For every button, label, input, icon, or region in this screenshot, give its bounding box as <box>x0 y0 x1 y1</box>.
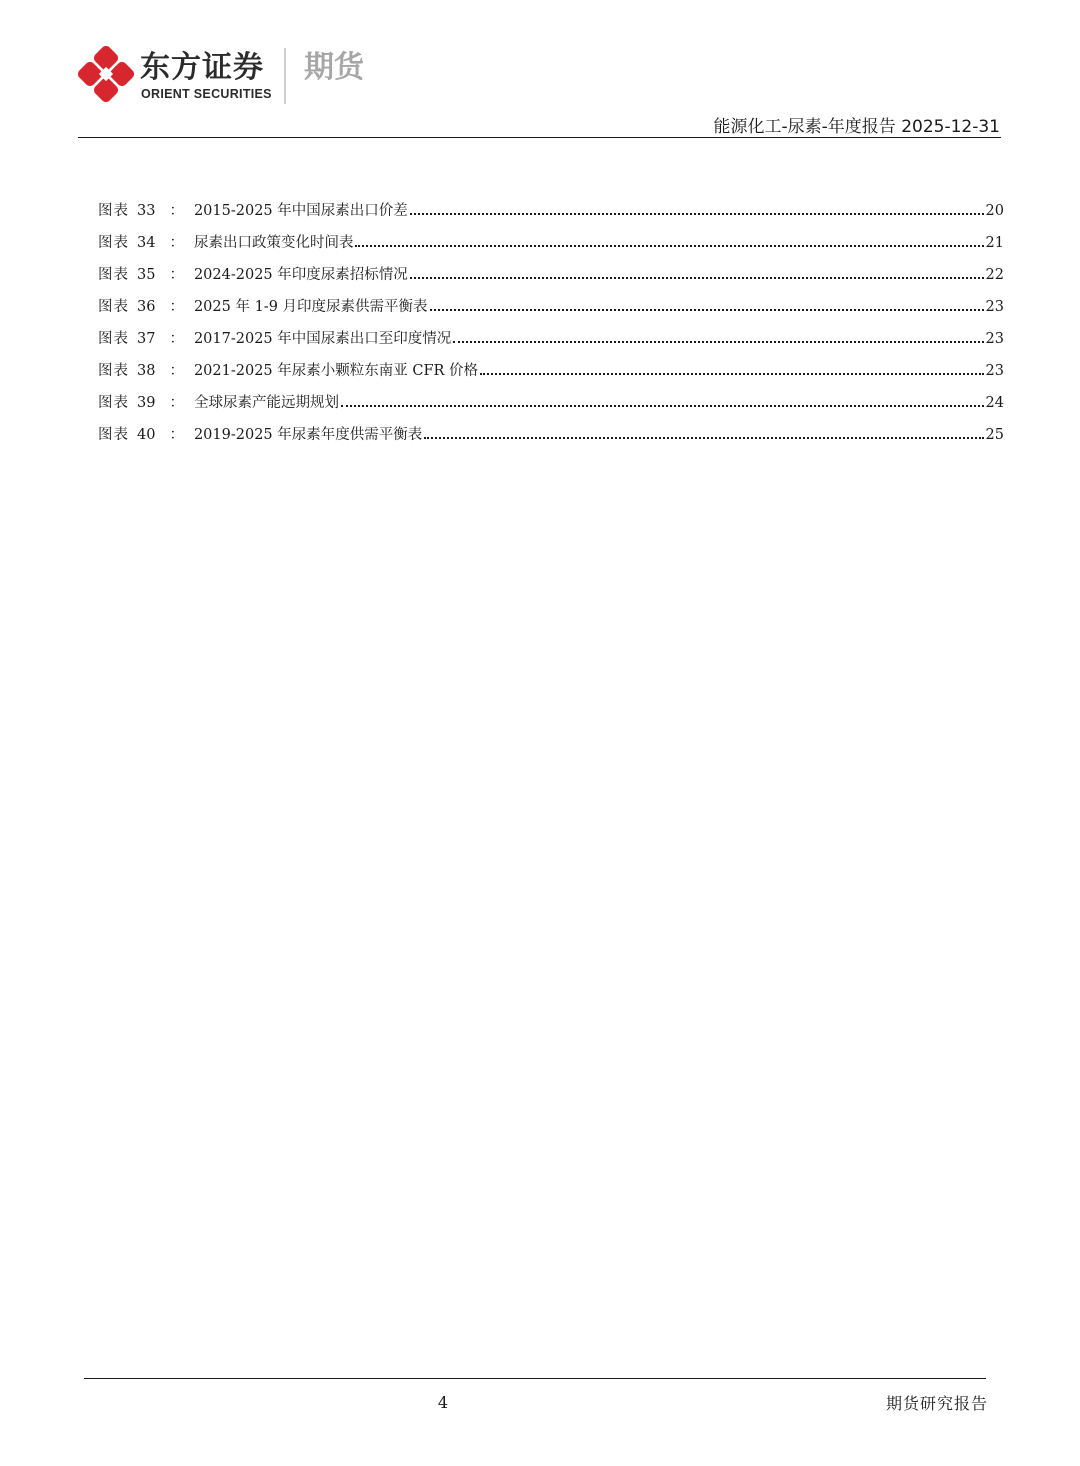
toc-entry[interactable] <box>98 423 1004 455</box>
footer-label: 期货研究报告 <box>885 1394 988 1413</box>
toc-entry-colon: ： <box>169 363 184 379</box>
toc-leader-dots <box>355 244 983 247</box>
footer-rule <box>84 1378 986 1379</box>
toc-entry-title: 2021-2025 年尿素小颗粒东南亚 CFR 价格 <box>193 363 479 379</box>
toc-entry-tag: 图表 <box>98 299 129 315</box>
toc-entry-title: 2025 年 1-9 月印度尿素供需平衡表 <box>193 299 428 315</box>
toc-leader-dots <box>453 340 983 343</box>
toc-entry-page: 23 <box>985 299 1004 315</box>
toc-entry-number: 33 <box>137 203 156 219</box>
page-number: 4 <box>437 1393 449 1412</box>
toc-entry-tag: 图表 <box>98 363 129 379</box>
toc-entry[interactable] <box>98 391 1004 423</box>
toc-entry-tag: 图表 <box>98 427 129 443</box>
brand-name-en: ORIENT SECURITIES <box>141 87 272 101</box>
toc-entry-tag: 图表 <box>98 203 129 219</box>
toc-entry-colon: ： <box>169 267 184 283</box>
toc-entry-title: 2015-2025 年中国尿素出口价差 <box>193 203 408 219</box>
toc-entry-colon: ： <box>169 395 184 411</box>
toc-entry-page: 23 <box>985 331 1004 347</box>
toc-entry-title: 2019-2025 年尿素年度供需平衡表 <box>193 427 423 443</box>
toc-entry-number: 34 <box>137 235 156 251</box>
toc-entry-tag: 图表 <box>98 331 129 347</box>
toc-entry-tag: 图表 <box>98 235 129 251</box>
header-rule <box>78 137 1001 138</box>
toc-entry-page: 20 <box>985 203 1004 219</box>
toc-entry-page: 25 <box>985 427 1004 443</box>
toc-entry-number: 38 <box>137 363 156 379</box>
toc-entry-colon: ： <box>169 235 184 251</box>
toc-entry-colon: ： <box>169 299 184 315</box>
toc-entry-title: 2017-2025 年中国尿素出口至印度情况 <box>193 331 452 347</box>
figure-list <box>98 199 1004 455</box>
toc-entry[interactable] <box>98 199 1004 231</box>
toc-entry[interactable] <box>98 359 1004 391</box>
toc-leader-dots <box>410 276 984 279</box>
toc-entry-colon: ： <box>169 203 184 219</box>
brand-subtitle: 期货 <box>304 50 364 85</box>
toc-entry-tag: 图表 <box>98 267 129 283</box>
toc-entry-number: 40 <box>137 427 156 443</box>
toc-entry-colon: ： <box>169 427 184 443</box>
toc-entry[interactable] <box>98 263 1004 295</box>
toc-entry-title: 全球尿素产能远期规划 <box>193 395 339 411</box>
toc-entry-page: 24 <box>985 395 1004 411</box>
toc-leader-dots <box>430 308 984 311</box>
toc-entry[interactable] <box>98 295 1004 327</box>
brand-divider <box>284 48 286 104</box>
toc-entry-number: 35 <box>137 267 156 283</box>
toc-entry[interactable] <box>98 231 1004 263</box>
report-title: 能源化工-尿素-年度报告 2025-12-31 <box>713 117 1000 137</box>
toc-entry-number: 36 <box>137 299 156 315</box>
toc-entry-title: 尿素出口政策变化时间表 <box>193 235 354 251</box>
toc-entry-number: 37 <box>137 331 156 347</box>
toc-leader-dots <box>480 372 983 375</box>
toc-entry-page: 23 <box>985 363 1004 379</box>
toc-entry-tag: 图表 <box>98 395 129 411</box>
toc-entry[interactable] <box>98 327 1004 359</box>
toc-entry-page: 22 <box>985 267 1004 283</box>
orient-securities-logo-icon <box>78 46 134 102</box>
toc-entry-number: 39 <box>137 395 156 411</box>
toc-leader-dots <box>341 404 984 407</box>
toc-entry-page: 21 <box>985 235 1004 251</box>
brand-name-cn: 东方证券 <box>140 50 264 85</box>
toc-entry-title: 2024-2025 年印度尿素招标情况 <box>193 267 408 283</box>
toc-entry-colon: ： <box>169 331 184 347</box>
toc-leader-dots <box>424 436 983 439</box>
toc-leader-dots <box>410 212 984 215</box>
